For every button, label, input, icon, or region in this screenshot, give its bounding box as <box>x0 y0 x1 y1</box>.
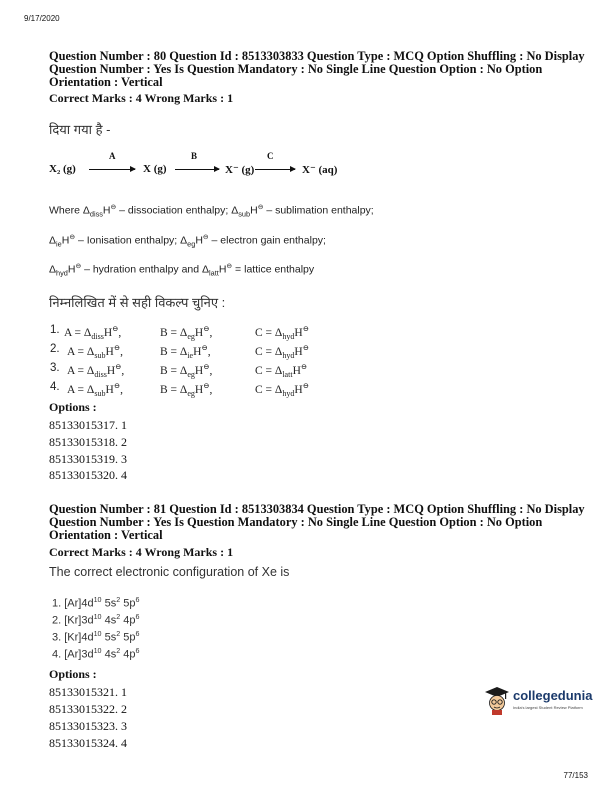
q80-intro: दिया गया है - <box>49 122 111 137</box>
reaction-label-b: B <box>191 151 198 161</box>
collegedunia-logo <box>483 685 593 715</box>
q80-definition-3: $\Delta_{hyd}H^⊖$ – hydration enthalpy and $\Delta_{latt}H^⊖$ = lattice enthalpy <box>49 263 315 278</box>
q80-option-id-1: 85133015317. 1 <box>49 418 127 432</box>
reaction-label-a: A <box>109 151 116 161</box>
q80-option-id-4: 85133015320. 4 <box>49 468 127 482</box>
reaction-label-c: C <box>267 151 274 161</box>
q81-choice-4: 4. $[Ar]3d^{10}$ $4s^2$ $4p^6$ <box>52 647 140 661</box>
q80-options-label: Options : <box>49 400 97 414</box>
reaction-arrow-c <box>255 169 295 170</box>
q81-choice-1: 1. $[Ar]4d^{10}$ $5s^2$ $5p^6$ <box>52 596 140 610</box>
q81-marks: Correct Marks : 4 Wrong Marks : 1 <box>49 545 234 559</box>
choice-c: $C = \Delta_{hyd}H^⊖$ <box>255 324 309 342</box>
q81-header <box>49 503 589 543</box>
reaction-species-xminus-aq: X⁻ (aq) <box>302 164 338 176</box>
choice-b: $B = \Delta_{eg}H^⊖$, <box>160 381 213 399</box>
q81-options-label: Options : <box>49 667 97 681</box>
q81-choice-3: 3. $[Kr]4d^{10}$ $5s^2$ $5p^6$ <box>52 630 140 644</box>
q80-header-line1: Question Number : 80 Question Id : 8513303833 Question Type : MCQ Option Shuffling : No Display <box>49 49 585 63</box>
q80-option-id-2: 85133015318. 2 <box>49 435 127 449</box>
logo-tagline: India's largest Student Review Platform <box>513 705 583 710</box>
q80-header <box>49 50 589 90</box>
q81-choice-2: 2. $[Kr]3d^{10}$ $4s^2$ $4p^6$ <box>52 613 140 627</box>
q80-header-line3: Orientation : Vertical <box>49 75 163 90</box>
q81-header-line3: Orientation : Vertical <box>49 528 163 543</box>
choice-b: $B = \Delta_{eg}H^⊖$, <box>160 362 213 380</box>
choice-a: $A = \Delta_{diss}H^⊖$, <box>64 324 122 342</box>
choice-number: 4. <box>50 381 60 393</box>
choice-number: 3. <box>50 362 60 374</box>
q80-option-id-3: 85133015319. 3 <box>49 452 127 466</box>
choice-a: $A = \Delta_{diss}H^⊖$, <box>67 362 125 380</box>
q81-question: The correct electronic configuration of Xe is <box>49 565 290 579</box>
reaction-species-xminus-g: X⁻ (g) <box>225 164 255 176</box>
choice-a: $A = \Delta_{sub}H^⊖$, <box>67 343 123 361</box>
q80-instruction: निम्नलिखित में से सही विकल्प चुनिए : <box>49 295 226 310</box>
q80-choice-3 <box>50 362 350 380</box>
choice-number: 2. <box>50 343 60 355</box>
q80-marks: Correct Marks : 4 Wrong Marks : 1 <box>49 91 234 105</box>
q80-choice-1 <box>50 324 350 342</box>
choice-c: $C = \Delta_{hyd}H^⊖$ <box>255 343 309 361</box>
q81-option-id-4: 85133015324. 4 <box>49 736 127 750</box>
reaction-species-x: X (g) <box>143 163 167 175</box>
q80-choice-4 <box>50 381 350 399</box>
page-number: 77/153 <box>563 771 588 780</box>
q81-option-id-1: 85133015321. 1 <box>49 685 127 699</box>
q80-definition-1: Where $\Delta_{diss}H^⊖$ – dissociation enthalpy; $\Delta_{sub}H^⊖$ – sublimation enthalpy; <box>49 204 374 219</box>
logo-wordmark: collegedunia <box>513 688 593 703</box>
choice-c: $C = \Delta_{hyd}H^⊖$ <box>255 381 309 399</box>
q80-choice-2 <box>50 343 350 361</box>
q81-option-id-3: 85133015323. 3 <box>49 719 127 733</box>
print-date: 9/17/2020 <box>24 14 60 23</box>
choice-b: $B = \Delta_{eg}H^⊖$, <box>160 324 213 342</box>
reaction-species-x2: X₂ (g) <box>49 163 76 175</box>
q80-definition-2: $\Delta_{ie}H^⊖$ – Ionisation enthalpy; $\Delta_{eg}H^⊖$ – electron gain enthalpy; <box>49 234 326 249</box>
choice-c: $C = \Delta_{latt}H^⊖$ <box>255 362 308 380</box>
reaction-arrow-a <box>89 169 135 170</box>
reaction-arrow-b <box>175 169 219 170</box>
graduate-mascot-icon <box>483 685 511 715</box>
q80-header-line2: Question Number : Yes Is Question Mandatory : No Single Line Question Option : No Option <box>49 62 543 77</box>
choice-a: $A = \Delta_{sub}H^⊖$, <box>67 381 123 399</box>
q81-header-line1: Question Number : 81 Question Id : 8513303834 Question Type : MCQ Option Shuffling : No Display <box>49 502 585 516</box>
q81-option-id-2: 85133015322. 2 <box>49 702 127 716</box>
q80-reaction-scheme <box>49 148 379 180</box>
choice-number: 1. <box>50 324 60 336</box>
choice-b: $B = \Delta_{ie}H^⊖$, <box>160 343 211 361</box>
q81-header-line2: Question Number : Yes Is Question Mandatory : No Single Line Question Option : No Option <box>49 515 543 530</box>
